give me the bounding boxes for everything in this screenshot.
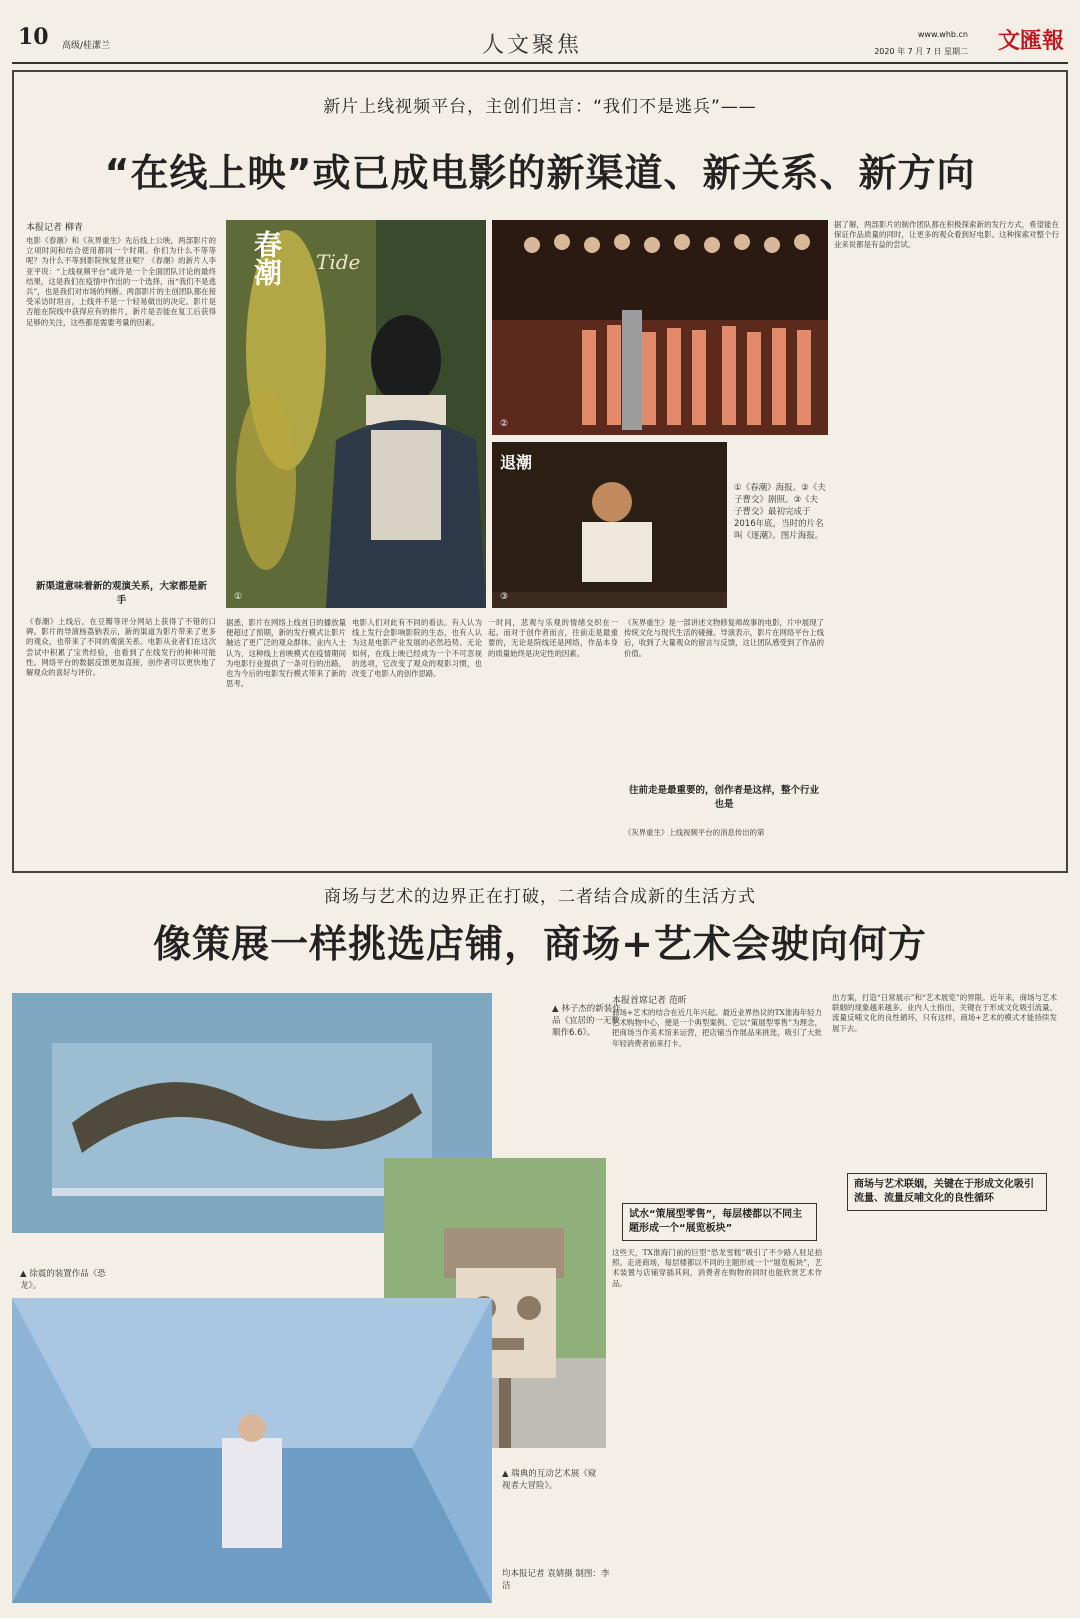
article1-caption: ①《春潮》海报。②《夫子曹交》剧照。③《夫子曹交》最初完成于2016年底，当时的片名叫《逐潮》。图片海报。 (734, 483, 826, 541)
masthead-logo: 文匯報 (997, 28, 1064, 54)
photo-number-2: ② (500, 419, 509, 429)
stage-illustration (492, 220, 828, 435)
poster-title-en: Tide (316, 250, 361, 274)
article-mall-art (12, 878, 1068, 1610)
poster-title: 春潮 (250, 230, 283, 286)
header-url: www.whb.cn (917, 30, 968, 39)
photo3-title: 退潮 (500, 453, 533, 472)
article1-kicker: 新片上线视频平台，主创们坦言：“我们不是逃兵”—— (323, 97, 757, 117)
article1-subhead1: 新渠道意味着新的观演关系，大家都是新手 (35, 581, 207, 606)
article-online-release (12, 70, 1068, 873)
header-date: 2020 年 7 月 7 日 星期二 (874, 47, 968, 56)
edition-label: 高级/桂潔兰 (62, 41, 111, 51)
article1-col2: 据悉，影片在网络上线首日的播放量便超过了预期，新的发行模式让影片触达了更广泛的观众群体。业内人士认为，这种线上首映模式在疫情期间为电影行业提供了一条可行的出路，也为今后的电影发行模式带来了新的思考。 (226, 618, 346, 689)
caption-exhibit-3: ▲ 瑞典的互动艺术展《窥视者大冒险》。 (502, 1469, 597, 1491)
exhibit-illustration (12, 1298, 492, 1603)
caption-exhibit-2: ▲ 徐震的装置作品《恐龙》。 (20, 1269, 106, 1291)
article1-col5: 《灰界重生》是一部讲述文物修复师故事的电影，片中展现了传统文化与现代生活的碰撞。导演表示，影片在网络平台上线后，收到了大量观众的留言与反馈，这让团队感受到了作品的价值。 (624, 618, 824, 658)
article2-byline: 本报首席记者 范昕 (612, 996, 687, 1006)
article2-col2: 这些天，TX淮海门前的巨型“恐龙雪糕”吸引了不少路人驻足拍照。走进商场，每层楼都以不同的主题形成一个“展览板块”，艺术装置与店铺穿插其间，消费者在购物的同时也能欣赏艺术作品。 (612, 1248, 822, 1288)
article2-headline: 像策展一样挑选店铺，商场+艺术会驶向何方 (153, 921, 927, 966)
caption-exhibit-1: ▲ 林子杰的新装作品《宜居的一无数顺作6.6》。 (552, 1004, 621, 1038)
article1-subhead2: 往前走是最重要的，创作者是这样，整个行业也是 (629, 785, 820, 810)
article2-boxhead1: 试水“策展型零售”，每层楼都以不同主题形成一个“展览板块” (622, 1203, 817, 1241)
article1-col4: 一时间，悲观与乐观的情绪交织在一起。而对于创作者而言，往前走是最重要的，无论是院线还是网络，作品本身的质量始终是决定性的因素。 (488, 618, 618, 658)
photo-stage-still (492, 220, 828, 435)
article1-headline: “在线上映”或已成电影的新渠道、新关系、新方向 (104, 151, 976, 195)
article1-col1b: 《春潮》上线后，在豆瓣等评分网站上获得了不错的口碑。影片的导演杨荔钠表示，新的渠道为影片带来了更多的观众，也带来了不同的观演关系。电影从业者们在这次尝试中积累了宝贵经验，也看到了在线发行的种种可能性。网络平台的数据反馈更加直接，创作者可以更快地了解观众的喜好与评价。 (26, 617, 216, 678)
photo-actor-still (492, 442, 727, 608)
photo-credit: 均本报记者 袁婧摄 制图：李洁 (502, 1569, 610, 1591)
article1-col3: 电影人们对此有不同的看法。有人认为线上发行会影响影院的生态，也有人认为这是电影产业发展的必然趋势。无论如何，在线上映已经成为一个不可忽视的选项，它改变了观众的观影习惯，也改变了电影人的创作思路。 (352, 618, 482, 679)
article1-byline: 本报记者 柳青 (26, 223, 83, 233)
page-header (12, 22, 1068, 64)
article2-col1: 商场+艺术的结合在近几年兴起。最近业界热议的TX淮海年轻力艺术购物中心，便是一个典型案例。它以“策展型零售”为理念，把商场当作美术馆来运营，把店铺当作展品来挑选，吸引了大批年轻消费者前来打卡。 (612, 1008, 822, 1048)
photo-interactive-exhibit (12, 1298, 492, 1603)
article1-footer: 《灰界重生》上线视频平台的消息传出的第 (624, 828, 765, 837)
page-number: 10 (18, 24, 49, 50)
article2-col3: 出方案，打造“日常展示”和“艺术展览”的界限。近年来，商场与艺术联姻的现象越来越多。业内人士指出，关键在于形成文化吸引流量、流量反哺文化的良性循环，只有这样，商场+艺术的模式才能持续发展下去。 (832, 993, 1057, 1033)
article1-col1: 电影《春潮》和《灰界重生》先后线上公映，两部影片的立项时间和结合使用都同一个时期。你们为什么不等等呢？为什么不等到影院恢复营业呢？《春潮》的新片人李亚平说：“上线视频平台”或许是一个全面团队讨论的最终结果，这是我们在疫情中作出的一个选择，而“我们不是逃兵”，也是我们对市场的判断。两部影片的主创团队都在接受采访时坦言，上线并不是一个轻易做出的决定。影片是否能在院线中获得应有的排片，新片是否能在复工后获得足够的关注，这些都是需要考量的因素。 (26, 236, 216, 327)
section-title: 人文聚焦 (482, 33, 583, 58)
photo-number-1: ① (234, 592, 243, 602)
photo-number-3: ③ (500, 592, 509, 602)
article2-kicker: 商场与艺术的边界正在打破，二者结合成新的生活方式 (324, 887, 756, 907)
photo-chunchao-poster (226, 220, 486, 608)
article1-col6: 据了解，两部影片的制作团队都在积极探索新的发行方式，希望能在保证作品质量的同时，让更多的观众看到好电影。这种探索对整个行业来说都是有益的尝试。 (834, 220, 1059, 250)
article2-boxhead2: 商场与艺术联姻，关键在于形成文化吸引流量、流量反哺文化的良性循环 (847, 1173, 1047, 1211)
